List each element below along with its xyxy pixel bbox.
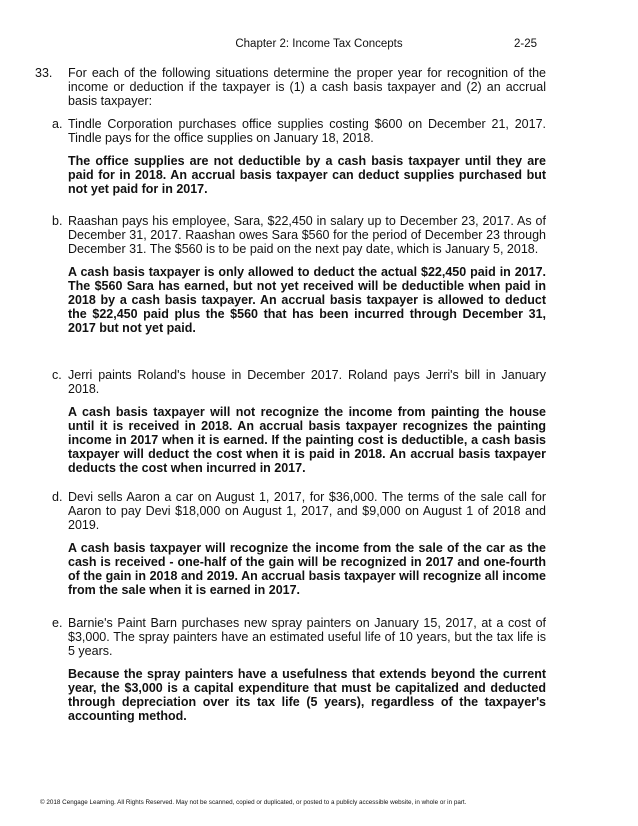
item-letter: b. <box>52 214 63 228</box>
list-item <box>52 368 546 475</box>
question-number: 33. <box>35 66 53 80</box>
question-text: For each of the following situations determine the proper year for recognition of the income or deduction if the taxpayer is (1) a cash basis taxpayer and (2) an accrual basis taxpayer: <box>68 66 546 108</box>
list-item <box>52 490 546 597</box>
item-answer: Because the spray painters have a usefulness that extends beyond the current year, the $3,000 is a capital expenditure that must be capitalized and deducted through depreciation over its tax life (5 years), regardless of the taxpayer's accounting method. <box>68 667 546 723</box>
item-letter: a. <box>52 117 63 131</box>
copyright-footer: © 2018 Cengage Learning. All Rights Reserved. May not be scanned, copied or duplicated, or posted to a publicly accessible website, in whole or in part. <box>40 799 467 806</box>
chapter-title: Chapter 2: Income Tax Concepts <box>235 38 403 50</box>
item-answer: A cash basis taxpayer is only allowed to deduct the actual $22,450 paid in 2017. The $560 Sara has earned, but not yet received will be deductible when paid in 2018 by a cash basis taxpayer. An accrual basis taxpayer is allowed to deduct the $22,450 paid plus the $560 that has been incurred through December 31, 2017 but not yet paid. <box>68 265 546 335</box>
item-question: Barnie's Paint Barn purchases new spray painters on January 15, 2017, at a cost of $3,000. The spray painters have an estimated useful life of 10 years, but the tax life is 5 years. <box>68 616 546 658</box>
list-item <box>52 117 546 196</box>
item-answer: A cash basis taxpayer will not recognize the income from painting the house until it is received in 2018. An accrual basis taxpayer recognizes the painting income in 2017 when it is earned. If the painting cost is deductible, a cash basis taxpayer will deduct the cost when it is paid in 2018. An accrual basis taxpayer deducts the cost when incurred in 2017. <box>68 405 546 475</box>
item-answer: A cash basis taxpayer will recognize the income from the sale of the car as the cash is received - one-half of the gain will be recognized in 2017 and one-fourth of the gain in 2018 and 2019. An accrual basis taxpayer will recognize all income from the sale when it is earned in 2017. <box>68 541 546 597</box>
item-question: Jerri paints Roland's house in December 2017. Roland pays Jerri's bill in January 2018. <box>68 368 546 396</box>
item-answer: The office supplies are not deductible by a cash basis taxpayer until they are paid for in 2018. An accrual basis taxpayer can deduct supplies purchased but not yet paid for in 2017. <box>68 154 546 196</box>
item-question: Raashan pays his employee, Sara, $22,450 in salary up to December 23, 2017. As of December 31, 2017. Raashan owes Sara $560 for the period of December 23 through December 31. The $560 is to be paid on the next pay date, which is January 5, 2018. <box>68 214 546 256</box>
item-question: Devi sells Aaron a car on August 1, 2017, for $36,000. The terms of the sale call for Aaron to pay Devi $18,000 on August 1, 2017, and $9,000 on August 1 of 2018 and 2019. <box>68 490 546 532</box>
item-question: Tindle Corporation purchases office supplies costing $600 on December 21, 2017. Tindle pays for the office supplies on January 18, 2018. <box>68 117 546 145</box>
item-letter: d. <box>52 490 63 504</box>
list-item <box>52 616 546 723</box>
list-item <box>52 214 546 335</box>
page-number: 2-25 <box>514 38 538 50</box>
item-letter: e. <box>52 616 63 630</box>
item-letter: c. <box>52 368 62 382</box>
